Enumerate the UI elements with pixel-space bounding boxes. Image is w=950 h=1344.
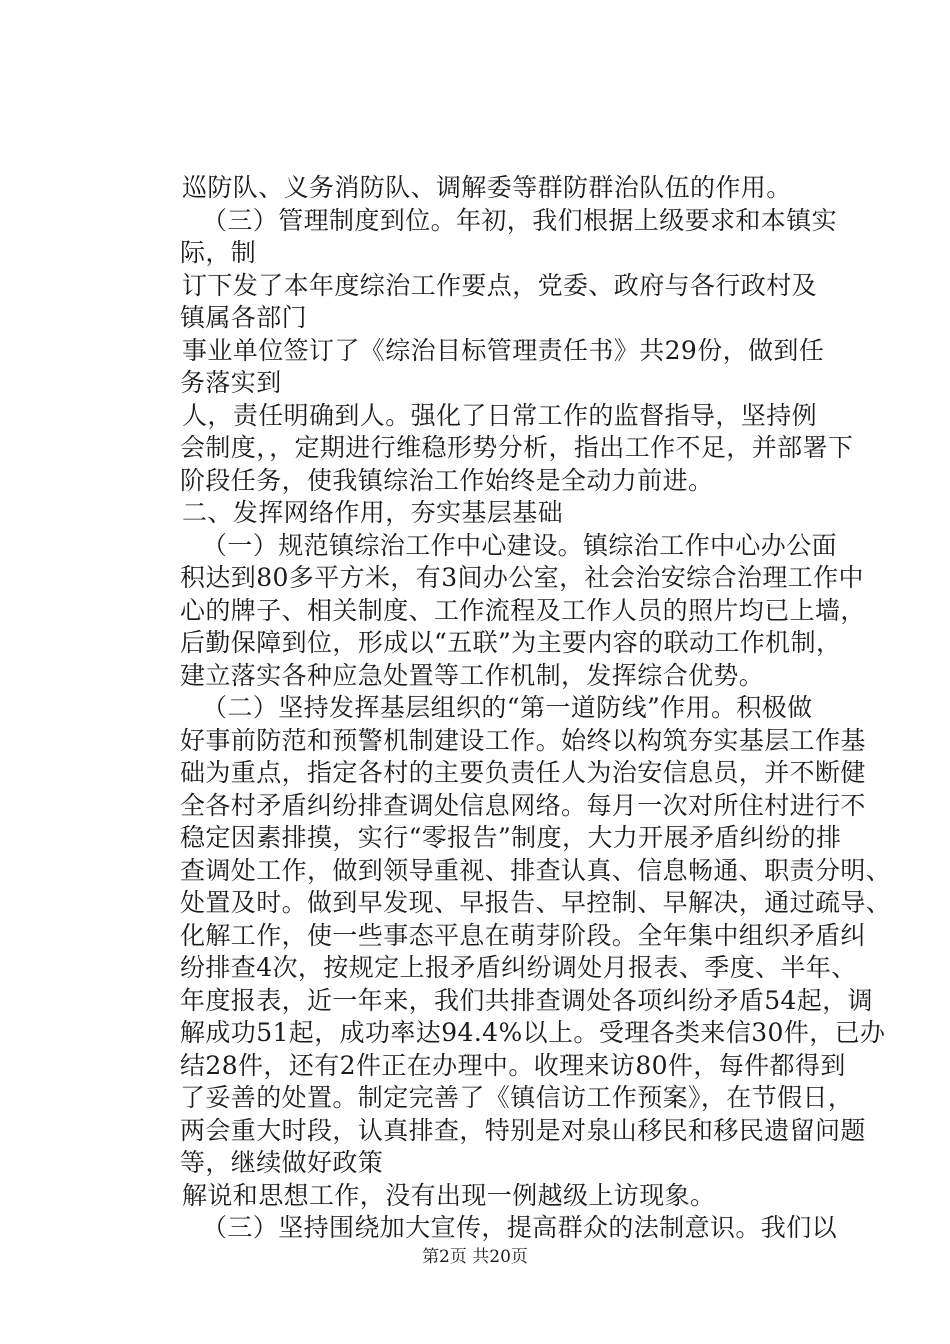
text-line: 解说和思想工作，没有出现一例越级上访现象。 [182,1180,716,1210]
text-line: 积达到80多平方米，有3间办公室，社会治安综合治理工作中 [180,563,864,592]
text-line: 稳定因素排摸，实行“零报告”制度，大力开展矛盾纠纷的排 [180,823,842,852]
text-line: 订下发了本年度综治工作要点，党委、政府与各行政村及 [182,270,818,300]
text-line: 了妥善的处置。制定完善了《镇信访工作预案》，在节假日， [180,1083,854,1112]
text-line: 年度报表，近一年来，我们共排查调处各项纠纷矛盾54起，调 [180,985,874,1015]
text-line: （三）管理制度到位。年初，我们根据上级要求和本镇实 [202,205,838,235]
text-line: 结28件，还有2件正在办理中。收理来访80件，每件都得到 [180,1050,846,1080]
text-line: 等，继续做好政策 [180,1148,384,1177]
text-line: 好事前防范和预警机制建设工作。始终以构筑夯实基层工作基 [180,725,866,755]
text-line: 际，制 [180,238,257,267]
text-line: 两会重大时段，认真排查，特别是对泉山移民和移民遗留问题 [180,1115,866,1145]
document-body [180,172,892,1245]
text-line: 化解工作，使一些事态平息在萌芽阶段。全年集中组织矛盾纠 [180,920,866,950]
text-line: 查调处工作，做到领导重视、排查认真、信息畅通、职责分明、 [180,855,892,885]
text-line: 会制度，，定期进行维稳形势分析，指出工作不足，并部署下 [180,433,854,462]
text-line: 础为重点，指定各村的主要负责任人为治安信息员，并不断健 [180,758,866,787]
text-line: 处置及时。做到早发现、早报告、早控制、早解决，通过疏导、 [180,888,892,917]
text-line: 全各村矛盾纠纷排查调处信息网络。每月一次对所住村进行不 [180,790,866,820]
text-line: （三）坚持围绕加大宣传，提高群众的法制意识。我们以 [202,1213,838,1242]
text-line: 巡防队、义务消防队、调解委等群防群治队伍的作用。 [182,173,792,202]
text-line: （二）坚持发挥基层组织的“第一道防线”作用。积极做 [202,693,813,722]
section-heading: 二、发挥网络作用，夯实基层基础 [182,498,564,527]
text-line: 解成功51起，成功率达94.4%以上。受理各类来信30件，已办 [180,1018,886,1047]
page-number-footer: 第2页 共20页 [422,1247,528,1267]
text-line: （一）规范镇综治工作中心建设。镇综治工作中心办公面 [202,530,838,560]
text-line: 人，责任明确到人。强化了日常工作的监督指导，坚持例 [182,400,818,430]
text-line: 阶段任务，使我镇综治工作始终是全动力前进。 [180,465,714,495]
text-line: 后勤保障到位，形成以“五联”为主要内容的联动工作机制， [180,628,842,657]
text-line: 建立落实各种应急处置等工作机制，发挥综合优势。 [180,660,765,690]
text-line: 纷排查4次，按规定上报矛盾纠纷调处月报表、季度、半年、 [180,953,857,982]
text-line: 务落实到 [180,368,282,397]
text-line: 心的牌子、相关制度、工作流程及工作人员的照片均已上墙， [180,595,866,625]
text-line: 镇属各部门 [180,303,308,332]
text-line: 事业单位签订了《综治目标管理责任书》共29份，做到任 [182,335,825,365]
